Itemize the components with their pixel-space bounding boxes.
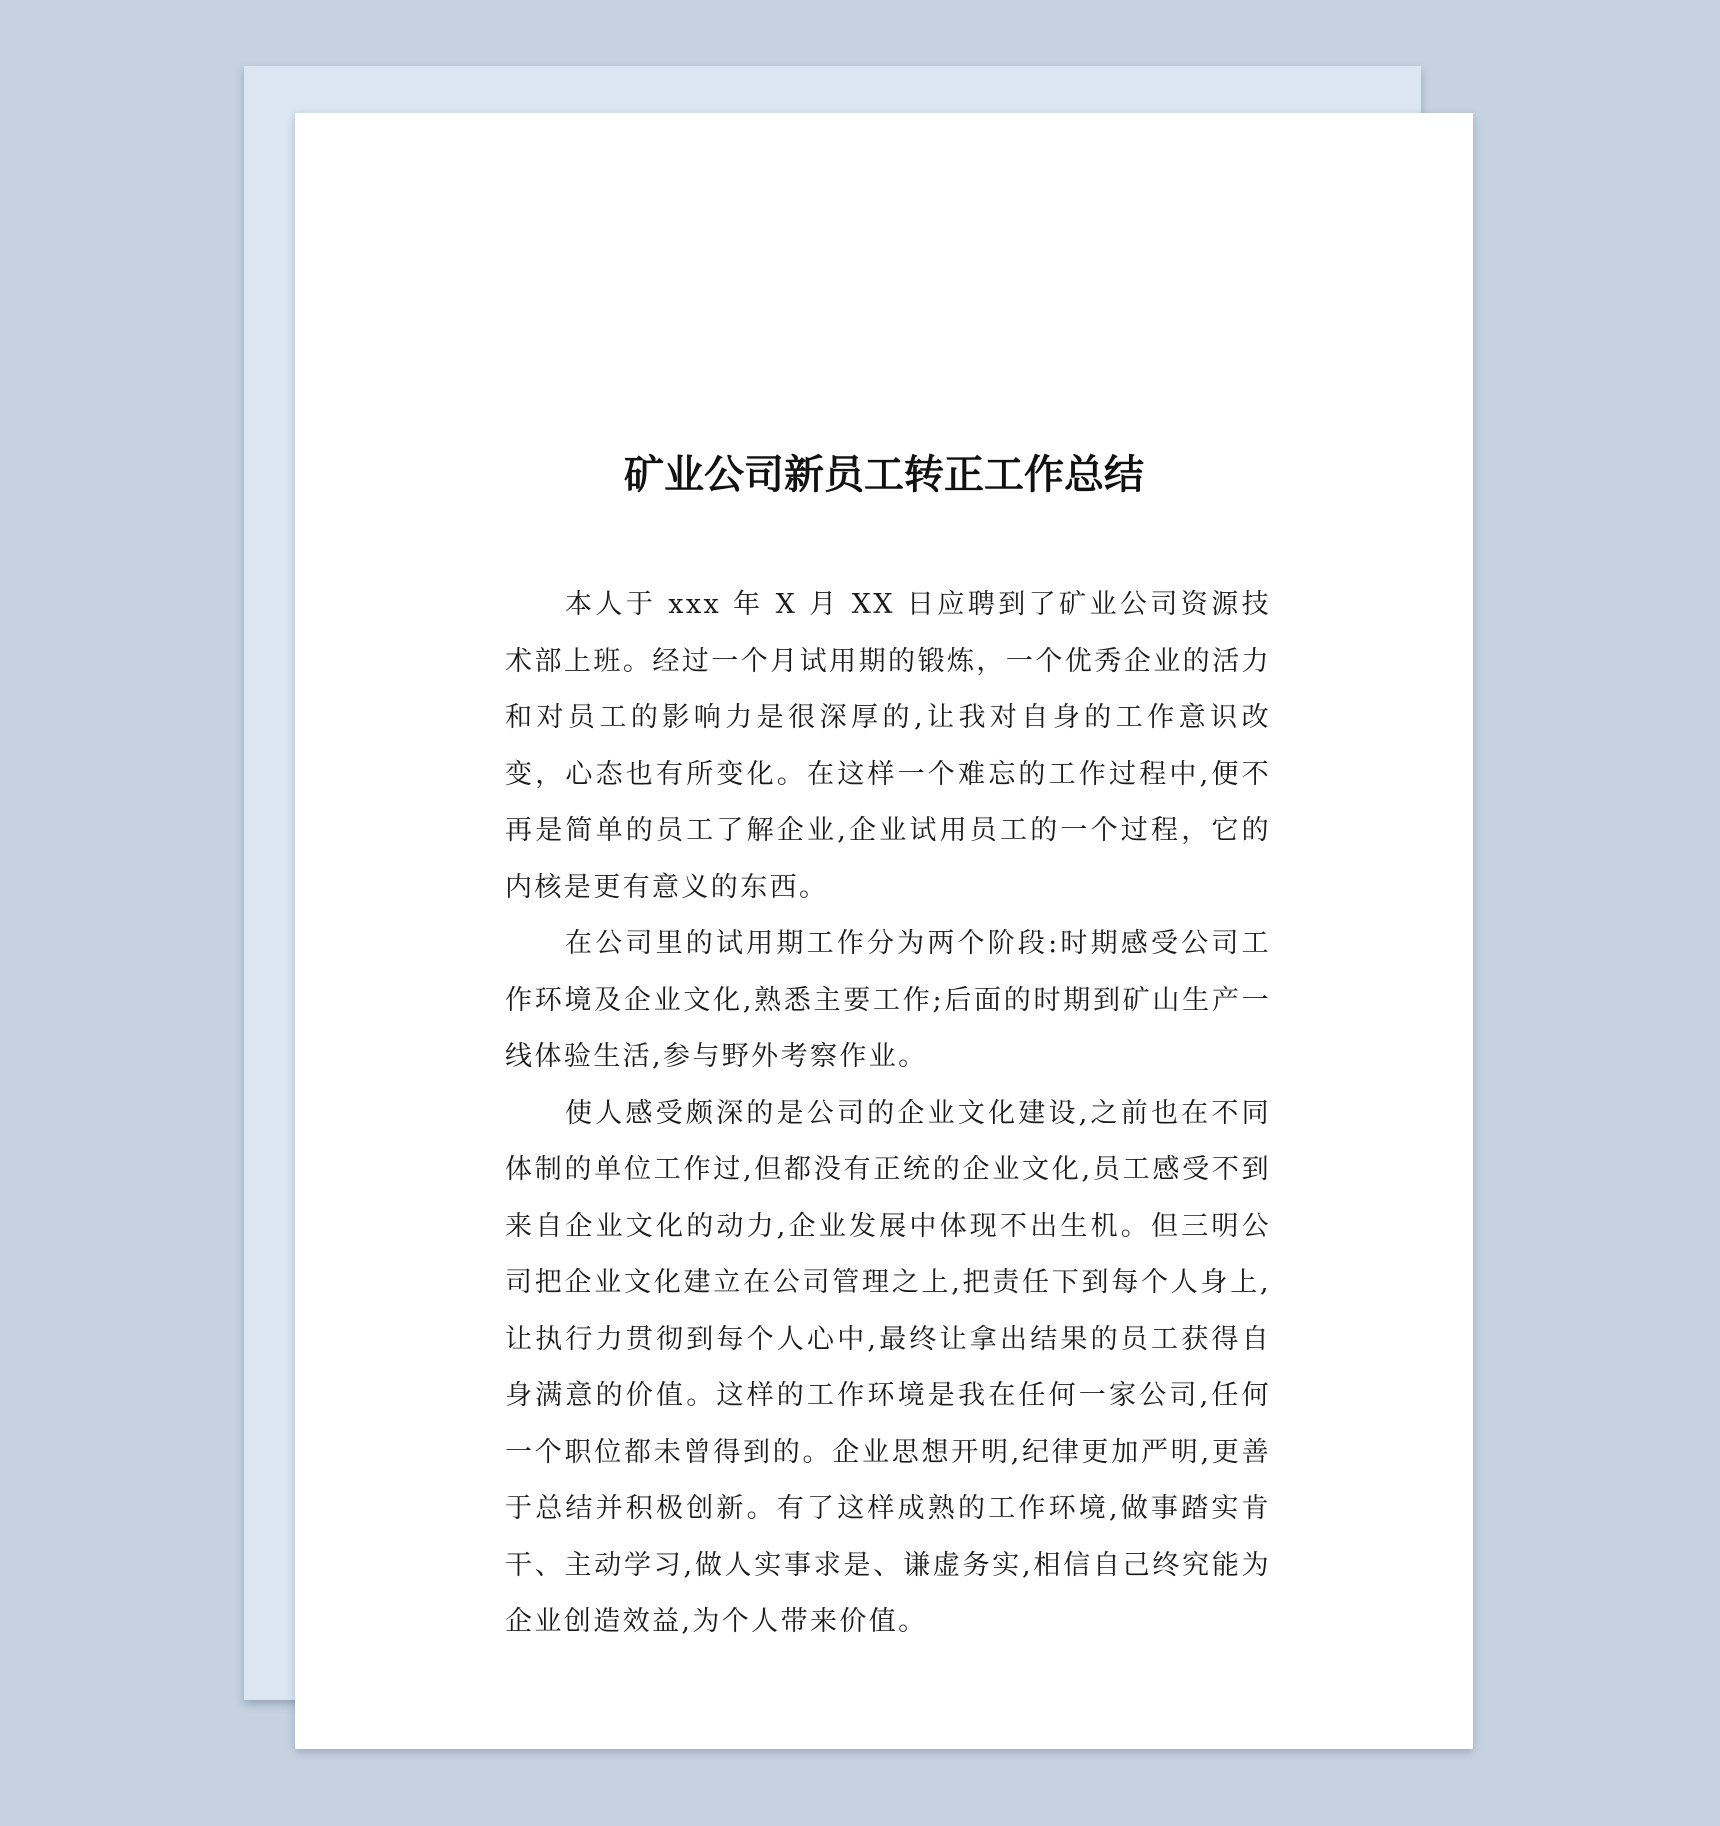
paragraph: 在公司里的试用期工作分为两个阶段:时期感受公司工作环境及企业文化,熟悉主要工作;后面的时期到矿山生产一线体验生活,参与野外考察作业。 xyxy=(505,928,1271,1072)
document-body xyxy=(505,577,1271,1651)
paragraph: 本人于 xxx 年 X 月 XX 日应聘到了矿业公司资源技术部上班。经过一个月试用期的锻炼，一个优秀企业的活力和对员工的影响力是很深厚的,让我对自身的工作意识改变，心态也有所变化。在这样一个难忘的工作过程中,便不再是简单的员工了解企业,企业试用员工的一个过程，它的内核是更有意义的东西。 xyxy=(505,589,1271,903)
document-title: 矿业公司新员工转正工作总结 xyxy=(624,452,1144,498)
paragraph: 使人感受颇深的是公司的企业文化建设,之前也在不同体制的单位工作过,但都没有正统的企业文化,员工感受不到来自企业文化的动力,企业发展中体现不出生机。但三明公司把企业文化建立在公司管理之上,把责任下到每个人身上,让执行力贯彻到每个人心中,最终让拿出结果的员工获得自身满意的价值。这样的工作环境是我在任何一家公司,任何一个职位都未曾得到的。企业思想开明,纪律更加严明,更善于总结并积极创新。有了这样成熟的工作环境,做事踏实肯干、主动学习,做人实事求是、谦虚务实,相信自己终究能为企业创造效益,为个人带来价值。 xyxy=(505,1097,1271,1637)
document-page xyxy=(295,113,1473,1749)
